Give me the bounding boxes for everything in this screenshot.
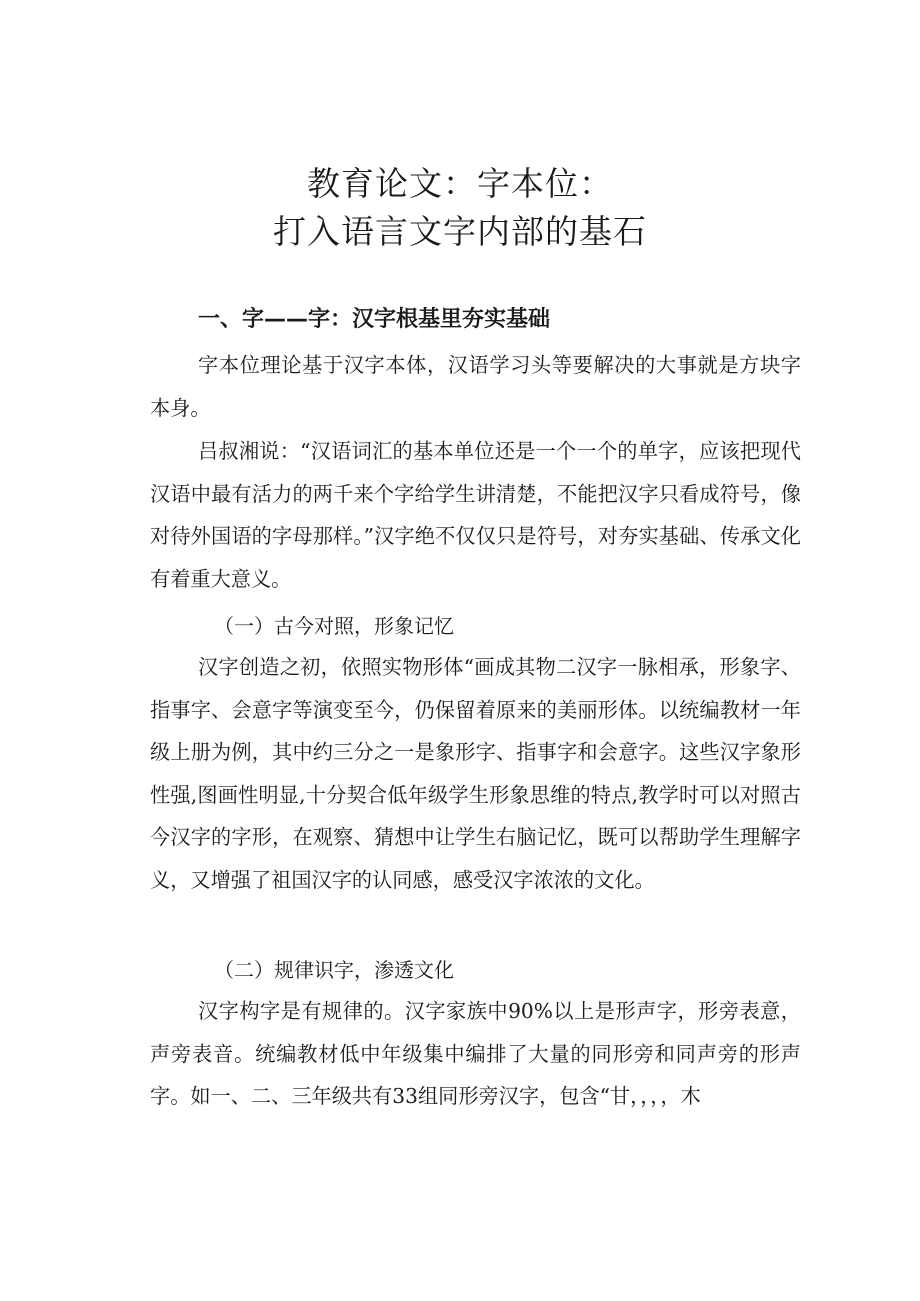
document-title-line-2: 打入语言文字内部的基石: [273, 212, 647, 251]
subheading-2: （二）规律识字，渗透文化: [214, 958, 454, 982]
paragraph-2: 吕叔湘说：“汉语词汇的基本单位还是一个一个的单字，应该把现代汉语中最有活力的两千来个字给学生讲清楚，不能把汉字只看成符号，像对待外国语的字母那样。”汉字绝不仅仅只是符号，对夯实基础、传承文化有着重大意义。: [150, 439, 801, 591]
paragraph-3: 汉字创造之初，依照实物形体“画成其物二汉字一脉相承，形象字、指事字、会意字等演变至今，仍保留着原来的美丽形体。以统编教材一年级上册为例，其中约三分之一是象形字、指事字和会意字。这些汉字象形性强,图画性明显,十分契合低年级学生形象思维的特点,教学时可以对照古今汉字的字形，在观察、猜想中让学生右脑记忆，既可以帮助学生理解字义，又增强了祖国汉字的认同感，感受汉字浓浓的文化。: [150, 655, 801, 892]
subheading-1: （一）古今对照，形象记忆: [214, 614, 454, 638]
section-heading-1: 一、字——字：汉字根基里夯实基础: [198, 307, 551, 332]
paragraph-4: 汉字构字是有规律的。汉字家族中90%以上是形声字，形旁表意，声旁表音。统编教材低中年级集中编排了大量的同形旁和同声旁的形声字。如一、二、三年级共有33组同形旁汉字，包含“甘，，，，木: [150, 999, 801, 1109]
document-title-line-1: 教育论文：字本位：: [307, 164, 613, 203]
paragraph-1: 字本位理论基于汉字本体，汉语学习头等要解决的大事就是方块字本身。: [150, 353, 801, 420]
